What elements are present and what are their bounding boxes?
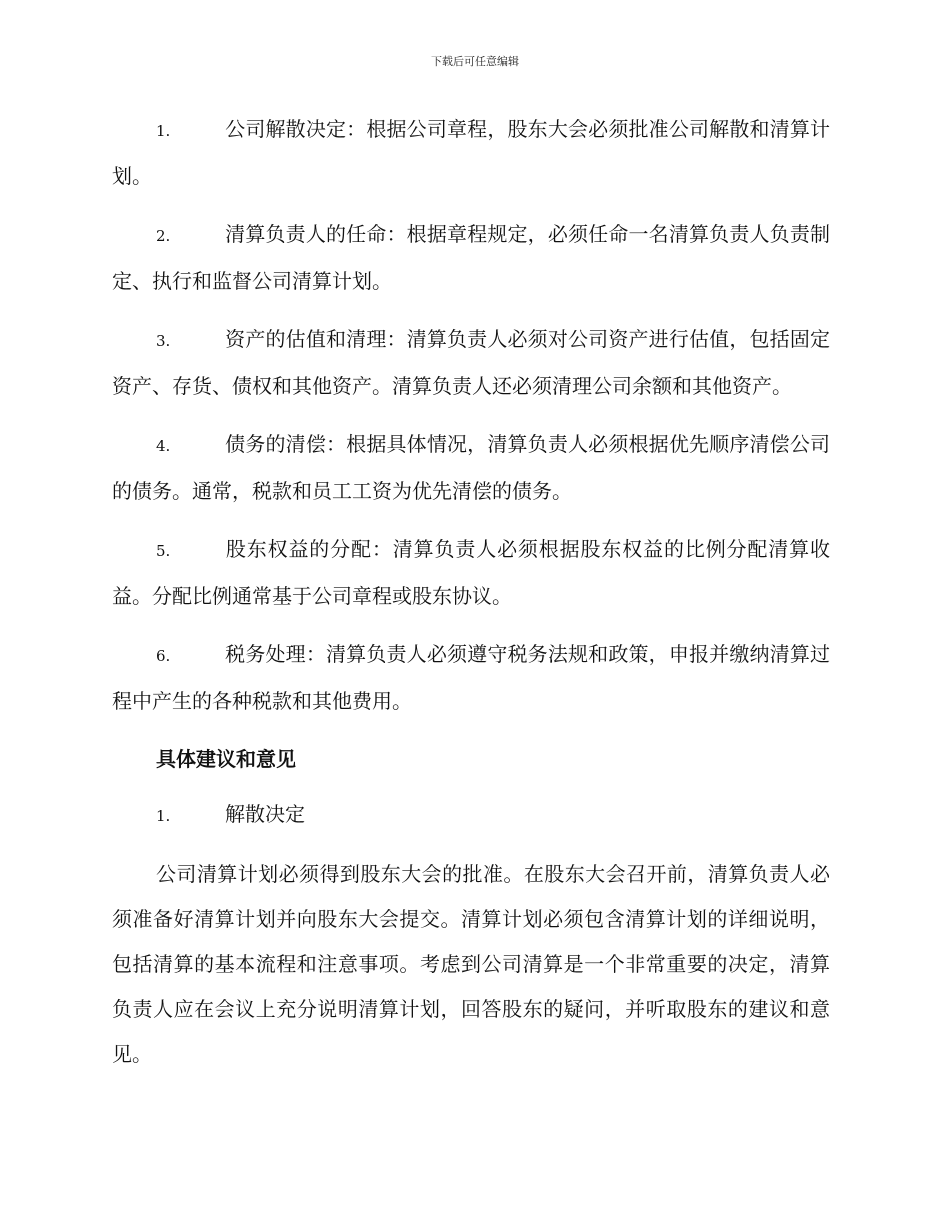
list-item-number: 2. bbox=[156, 227, 171, 245]
body-paragraph: 公司清算计划必须得到股东大会的批准。在股东大会召开前，清算负责人必须准备好清算计划并向股东大会提交。清算计划必须包含清算计划的详细说明，包括清算的基本流程和注意事项。考虑到公司清算是一个非常重要的决定，清算负责人应在会议上充分说明清算计划，回答股东的疑问，并听取股东的建议和意见。 bbox=[112, 862, 830, 1066]
list-item-number: 4. bbox=[156, 437, 171, 455]
list-item bbox=[112, 212, 830, 304]
list-item bbox=[112, 527, 830, 619]
list-item bbox=[112, 107, 830, 199]
list-item bbox=[112, 422, 830, 514]
list-item-number: 5. bbox=[156, 542, 171, 560]
list-item-text: 公司解散决定：根据公司章程，股东大会必须批准公司解散和清算计划。 bbox=[112, 117, 830, 188]
list-item-text: 税务处理：清算负责人必须遵守税务法规和政策，申报并缴纳清算过程中产生的各种税款和其他费用。 bbox=[112, 642, 830, 713]
section-heading: 具体建议和意见 bbox=[156, 747, 296, 771]
list-item bbox=[112, 317, 830, 409]
list-item-number: 1. bbox=[156, 807, 171, 825]
list-item bbox=[112, 632, 830, 724]
list-item-text: 清算负责人的任命：根据章程规定，必须任命一名清算负责人负责制定、执行和监督公司清算计划。 bbox=[112, 222, 830, 293]
sub-list-item bbox=[112, 792, 830, 839]
list-item-text: 债务的清偿：根据具体情况，清算负责人必须根据优先顺序清偿公司的债务。通常，税款和员工工资为优先清偿的债务。 bbox=[112, 432, 830, 503]
list-item-number: 1. bbox=[156, 122, 171, 140]
list-item-number: 3. bbox=[156, 332, 171, 350]
list-item-text: 资产的估值和清理：清算负责人必须对公司资产进行估值，包括固定资产、存货、债权和其他资产。清算负责人还必须清理公司余额和其他资产。 bbox=[112, 327, 830, 398]
list-item-text: 股东权益的分配：清算负责人必须根据股东权益的比例分配清算收益。分配比例通常基于公司章程或股东协议。 bbox=[112, 537, 830, 608]
list-item-text: 解散决定 bbox=[225, 802, 305, 826]
document-body bbox=[112, 107, 830, 1090]
list-item-number: 6. bbox=[156, 647, 171, 665]
page-header-note: 下载后可任意编辑 bbox=[431, 55, 519, 68]
